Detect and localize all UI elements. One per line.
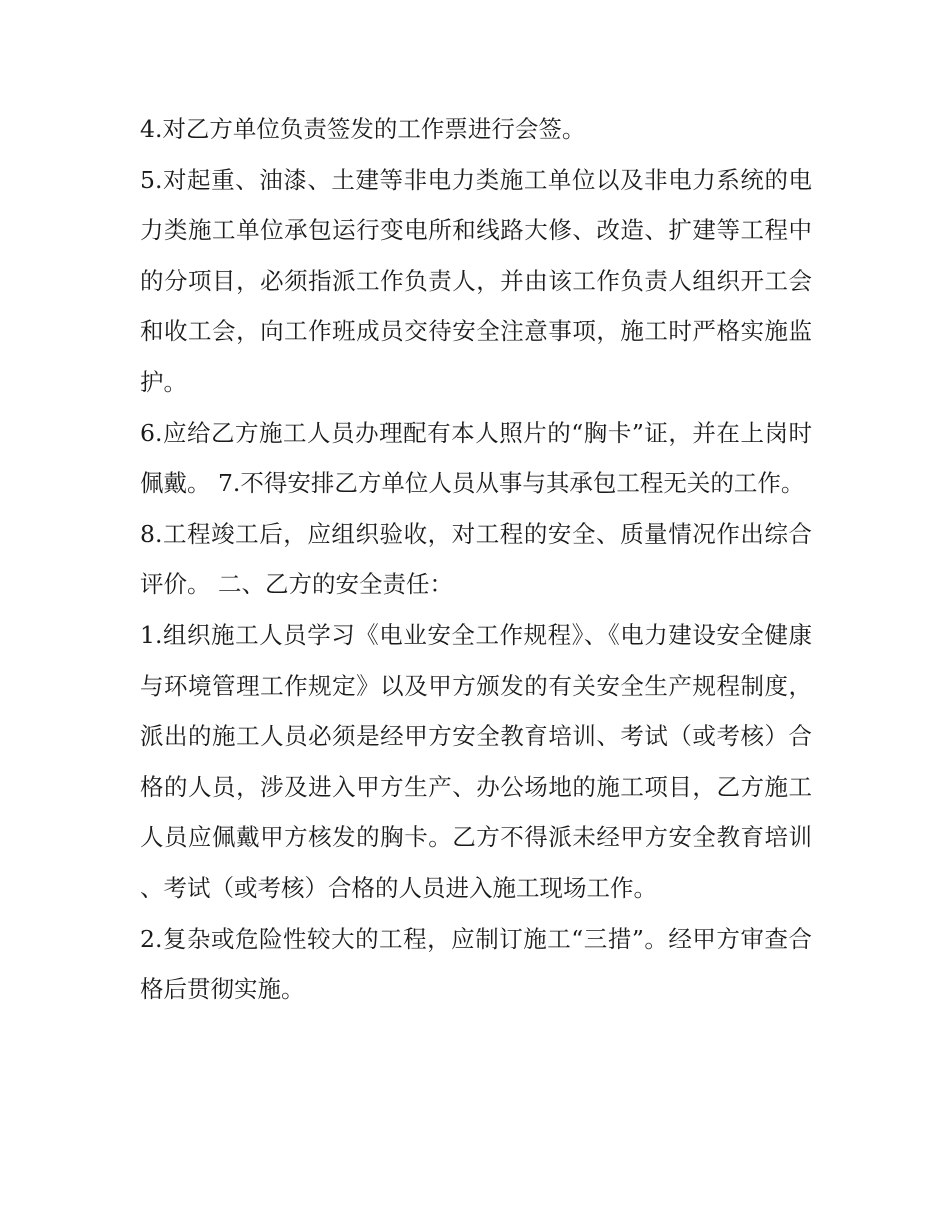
paragraph-item-8-and-section-2: 8.工程竣工后，应组织验收，对工程的安全、质量情况作出综合评价。 二、乙方的安全责任： [140, 519, 812, 599]
paragraph-b-item-2: 2.复杂或危险性较大的工程，应制订施工“三措”。经甲方审查合格后贯彻实施。 [140, 924, 812, 1004]
paragraph-item-6-7: 6.应给乙方施工人员办理配有本人照片的“胸卡”证，并在上岗时佩戴。 7.不得安排乙方单位人员从事与其承包工程无关的工作。 [140, 418, 812, 498]
document-body [140, 104, 812, 1015]
paragraph-b-item-1: 1.组织施工人员学习《电业安全工作规程》、《电力建设安全健康与环境管理工作规定》以及甲方颁发的有关安全生产规程制度，派出的施工人员必须是经甲方安全教育培训、考试（或考核）合格的人员，涉及进入甲方生产、办公场地的施工项目，乙方施工人员应佩戴甲方核发的胸卡。乙方不得派未经甲方安全教育培训、考试（或考核）合格的人员进入施工现场工作。 [140, 620, 812, 902]
paragraph-item-5: 5.对起重、油漆、土建等非电力类施工单位以及非电力系统的电力类施工单位承包运行变电所和线路大修、改造、扩建等工程中的分项目，必须指派工作负责人，并由该工作负责人组织开工会和收工会，向工作班成员交待安全注意事项，施工时严格实施监护。 [140, 165, 812, 396]
paragraph-item-4: 4.对乙方单位负责签发的工作票进行会签。 [140, 115, 586, 143]
